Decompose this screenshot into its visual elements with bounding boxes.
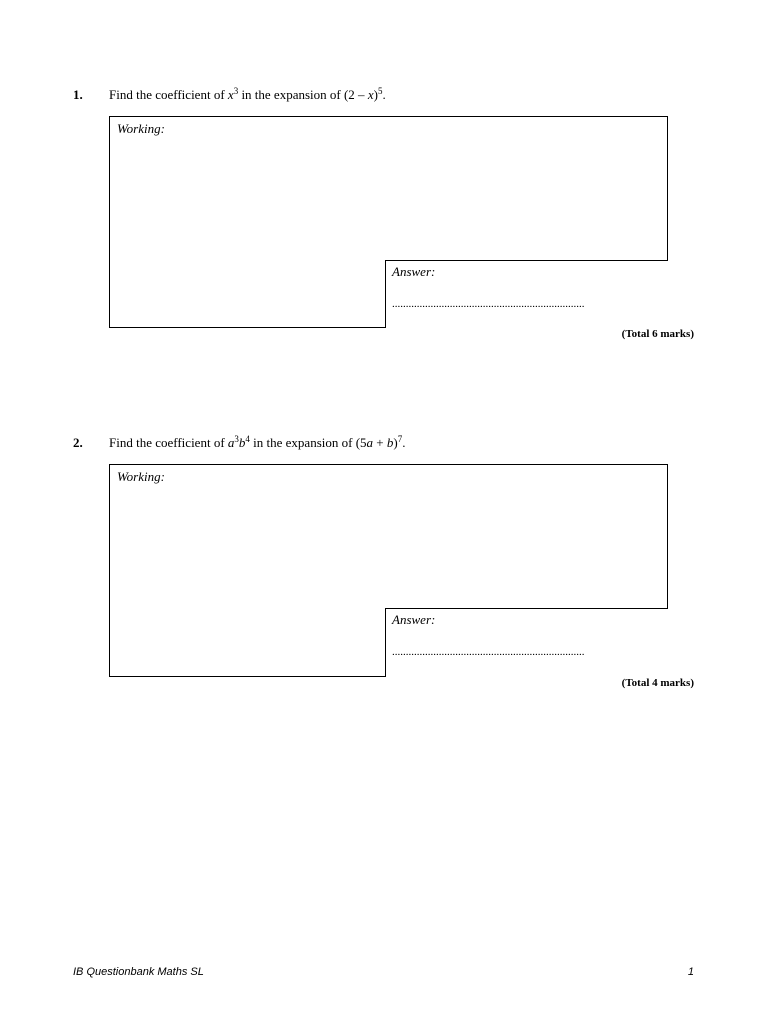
total-marks: (Total 4 marks) xyxy=(621,677,694,689)
working-label: Working: xyxy=(117,469,165,484)
working-label: Working: xyxy=(117,121,165,136)
answer-box-2[interactable] xyxy=(0,0,768,240)
footer-source: IB Questionbank Maths SL xyxy=(73,966,204,978)
answer-line[interactable]: ...................................................................... xyxy=(392,298,585,310)
page-number: 1 xyxy=(687,966,694,978)
answer-label: Answer: xyxy=(392,264,436,279)
answer-label: Answer: xyxy=(392,612,436,627)
question-number: 2. xyxy=(73,435,83,450)
question-text: Find the coefficient of $x^3$ in the expansion of (2 – x)$^5$. xyxy=(109,86,386,102)
question-number: 1. xyxy=(73,87,83,102)
answer-line[interactable]: ...................................................................... xyxy=(392,646,585,658)
question-text: Find the coefficient of $a^3b^4$ in the expansion of $(5a + b)^7$. xyxy=(109,434,406,450)
total-marks: (Total 6 marks) xyxy=(621,328,694,340)
